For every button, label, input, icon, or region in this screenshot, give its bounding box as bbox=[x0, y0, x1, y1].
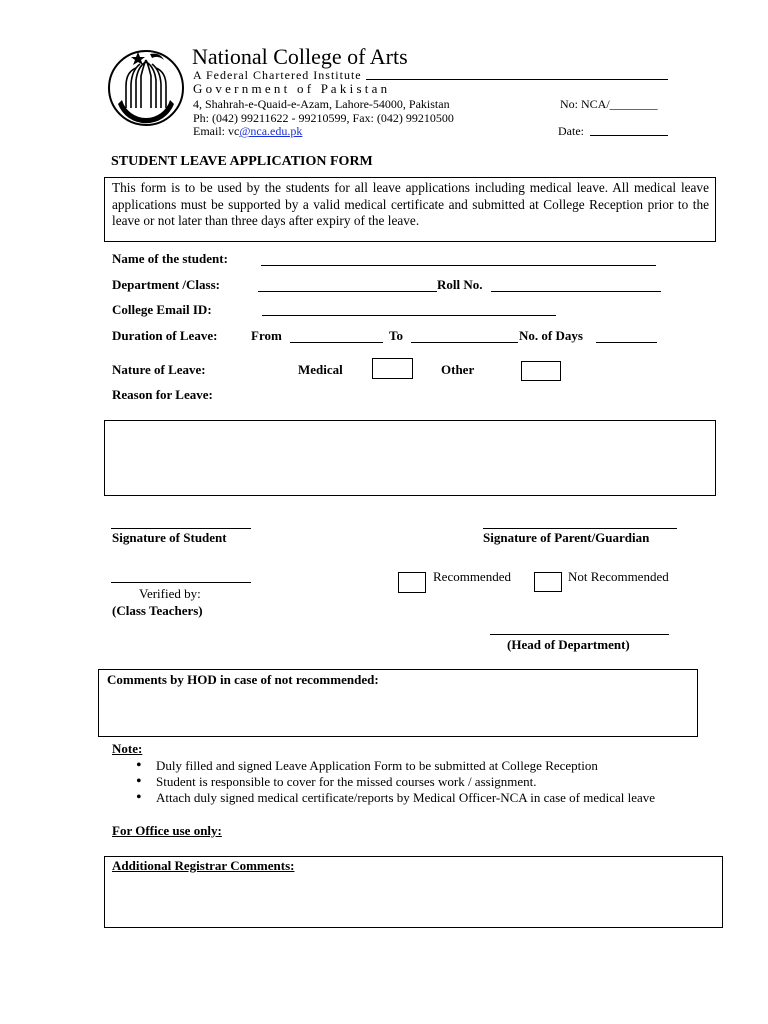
note-item: • Student is responsible to cover for the missed courses work / assignment. bbox=[134, 774, 694, 790]
department-field[interactable] bbox=[258, 291, 437, 292]
hod-signature-line[interactable] bbox=[490, 634, 669, 635]
student-name-field[interactable] bbox=[261, 265, 656, 266]
note-item: • Attach duly signed medical certificate/reports by Medical Officer-NCA in case of medical leave bbox=[134, 790, 676, 806]
reason-textarea[interactable] bbox=[104, 420, 716, 496]
student-signature-line[interactable] bbox=[111, 528, 251, 529]
hod-comments-label: Comments by HOD in case of not recommended: bbox=[107, 672, 379, 687]
email-link[interactable]: @nca.edu.pk bbox=[239, 124, 303, 138]
verified-by-label: Verified by: bbox=[139, 586, 201, 601]
header-rule bbox=[366, 79, 668, 80]
email-id-field[interactable] bbox=[262, 315, 556, 316]
date-line bbox=[590, 135, 668, 136]
address-text: 4, Shahrah-e-Quaid-e-Azam, Lahore-54000, Pakistan bbox=[193, 97, 450, 111]
college-logo-emblem bbox=[104, 44, 188, 128]
college-name: National College of Arts bbox=[192, 44, 408, 69]
student-signature-label: Signature of Student bbox=[112, 530, 227, 545]
medical-label: Medical bbox=[298, 362, 343, 377]
note-title: Note: bbox=[112, 741, 143, 756]
reference-number: No: NCA/________ bbox=[560, 97, 658, 111]
registrar-comments-box[interactable] bbox=[104, 856, 723, 928]
parent-signature-label: Signature of Parent/Guardian bbox=[483, 530, 650, 545]
department-label: Department /Class: bbox=[112, 277, 220, 292]
roll-label: Roll No. bbox=[437, 277, 483, 292]
hod-signature-label: (Head of Department) bbox=[507, 637, 630, 652]
days-field[interactable] bbox=[596, 342, 657, 343]
medical-checkbox[interactable] bbox=[372, 358, 413, 379]
government-text: G o v e r n m e n t o f P a k i s t a n bbox=[193, 81, 388, 96]
days-label: No. of Days bbox=[519, 328, 583, 343]
not-recommended-label: Not Recommended bbox=[568, 569, 669, 584]
nature-label: Nature of Leave: bbox=[112, 362, 206, 377]
note-list bbox=[134, 758, 694, 806]
email-id-label: College Email ID: bbox=[112, 302, 212, 317]
teacher-signature-line[interactable] bbox=[111, 582, 251, 583]
phone-text: Ph: (042) 99211622 - 99210599, Fax: (042) 99210500 bbox=[193, 111, 454, 125]
office-use-label: For Office use only: bbox=[112, 823, 222, 838]
date-label: Date: bbox=[558, 124, 584, 138]
student-name-label: Name of the student: bbox=[112, 251, 228, 266]
charter-text: A Federal Chartered Institute bbox=[193, 68, 362, 82]
roll-field[interactable] bbox=[491, 291, 661, 292]
form-title: STUDENT LEAVE APPLICATION FORM bbox=[111, 154, 373, 169]
other-checkbox[interactable] bbox=[521, 361, 561, 381]
reason-label: Reason for Leave: bbox=[112, 387, 213, 402]
class-teachers-label: (Class Teachers) bbox=[112, 603, 203, 618]
from-field[interactable] bbox=[290, 342, 383, 343]
recommended-checkbox[interactable] bbox=[398, 572, 426, 593]
hod-comments-box[interactable] bbox=[98, 669, 698, 737]
email-line bbox=[193, 124, 302, 139]
intro-text: This form is to be used by the students for all leave applications including medical leave. All medical leave applications must be supported by a valid medical certificate and submitted at College Reception prior to the leave or not later than three days after expiry of the leave. bbox=[112, 180, 709, 229]
other-label: Other bbox=[441, 362, 475, 377]
parent-signature-line[interactable] bbox=[483, 528, 677, 529]
note-item: • Duly filled and signed Leave Application Form to be submitted at College Reception bbox=[134, 758, 694, 774]
to-label: To bbox=[389, 328, 403, 343]
not-recommended-checkbox[interactable] bbox=[534, 572, 562, 592]
duration-label: Duration of Leave: bbox=[112, 328, 218, 343]
recommended-label: Recommended bbox=[433, 569, 511, 584]
college-logo bbox=[104, 44, 188, 128]
email-prefix: Email: vc bbox=[193, 124, 240, 138]
to-field[interactable] bbox=[411, 342, 518, 343]
intro-box bbox=[104, 177, 716, 242]
from-label: From bbox=[251, 328, 282, 343]
registrar-comments-label: Additional Registrar Comments: bbox=[112, 858, 295, 873]
